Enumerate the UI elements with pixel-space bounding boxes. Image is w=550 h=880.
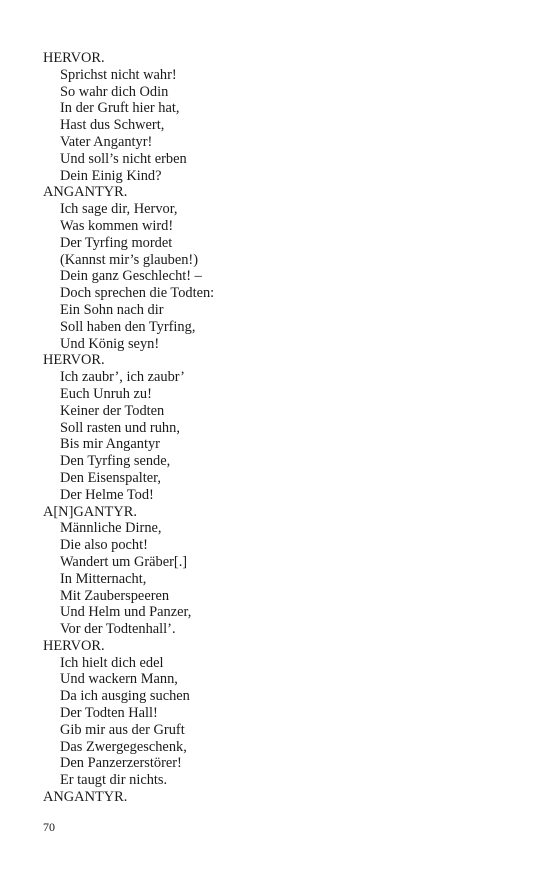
verse-line: Mit Zauberspeeren — [60, 587, 170, 604]
verse-line: Und König seyn! — [60, 335, 160, 352]
verse-line: Ich sage dir, Hervor, — [60, 201, 178, 218]
verse-line: Dein Einig Kind? — [60, 167, 162, 184]
verse-line: Männliche Dirne, — [60, 520, 162, 537]
verse-line: Soll rasten und ruhn, — [60, 419, 180, 436]
verse-line: Der Todten Hall! — [60, 705, 158, 722]
speaker-name: HERVOR. — [43, 352, 105, 369]
verse-line: Der Helme Tod! — [60, 486, 154, 503]
speaker-name: HERVOR. — [43, 637, 105, 654]
page-number: 70 — [43, 820, 55, 834]
verse-line: Hast dus Schwert, — [60, 117, 165, 134]
verse-line: In Mitternacht, — [60, 570, 147, 587]
verse-line: Ich zaubr’, ich zaubr’ — [60, 369, 185, 386]
verse-line: Euch Unruh zu! — [60, 385, 152, 402]
speaker-name: A[N]GANTYR. — [43, 503, 137, 520]
verse-line: Sprichst nicht wahr! — [60, 66, 177, 83]
speaker-name: ANGANTYR. — [43, 184, 128, 201]
verse-line: Keiner der Todten — [60, 402, 165, 419]
verse-dialogue — [43, 50, 503, 806]
verse-line: Den Panzerzerstörer! — [60, 755, 182, 772]
verse-line: (Kannst mir’s glauben!) — [60, 251, 199, 268]
verse-line: Vater Angantyr! — [60, 133, 153, 150]
verse-line: In der Gruft hier hat, — [60, 100, 180, 117]
verse-line: Wandert um Gräber[.] — [60, 553, 188, 570]
verse-line: Ich hielt dich edel — [60, 654, 164, 671]
verse-line: Da ich ausging suchen — [60, 688, 190, 705]
verse-line: Er taugt dir nichts. — [60, 772, 168, 789]
verse-line: Den Tyrfing sende, — [60, 453, 171, 470]
verse-line: Und soll’s nicht erben — [60, 150, 187, 167]
verse-line: Vor der Todtenhall’. — [60, 621, 176, 638]
verse-line: Den Eisenspalter, — [60, 469, 161, 486]
verse-line: Das Zwergegeschenk, — [60, 738, 187, 755]
verse-line: Dein ganz Geschlecht! – — [60, 268, 202, 285]
speaker-name: HERVOR. — [43, 50, 105, 66]
verse-line: Soll haben den Tyrfing, — [60, 318, 196, 335]
verse-line: Und Helm und Panzer, — [60, 604, 192, 621]
verse-line: Und wackern Mann, — [60, 671, 178, 688]
verse-line: Bis mir Angantyr — [60, 436, 160, 453]
verse-line: Ein Sohn nach dir — [60, 301, 164, 318]
verse-line: Gib mir aus der Gruft — [60, 721, 185, 738]
verse-line: Die also pocht! — [60, 537, 148, 554]
verse-line: Doch sprechen die Todten: — [60, 285, 215, 302]
speaker-name: ANGANTYR. — [43, 789, 128, 806]
verse-line: Was kommen wird! — [60, 217, 174, 234]
verse-line: So wahr dich Odin — [60, 83, 169, 100]
verse-line: Der Tyrfing mordet — [60, 234, 173, 251]
